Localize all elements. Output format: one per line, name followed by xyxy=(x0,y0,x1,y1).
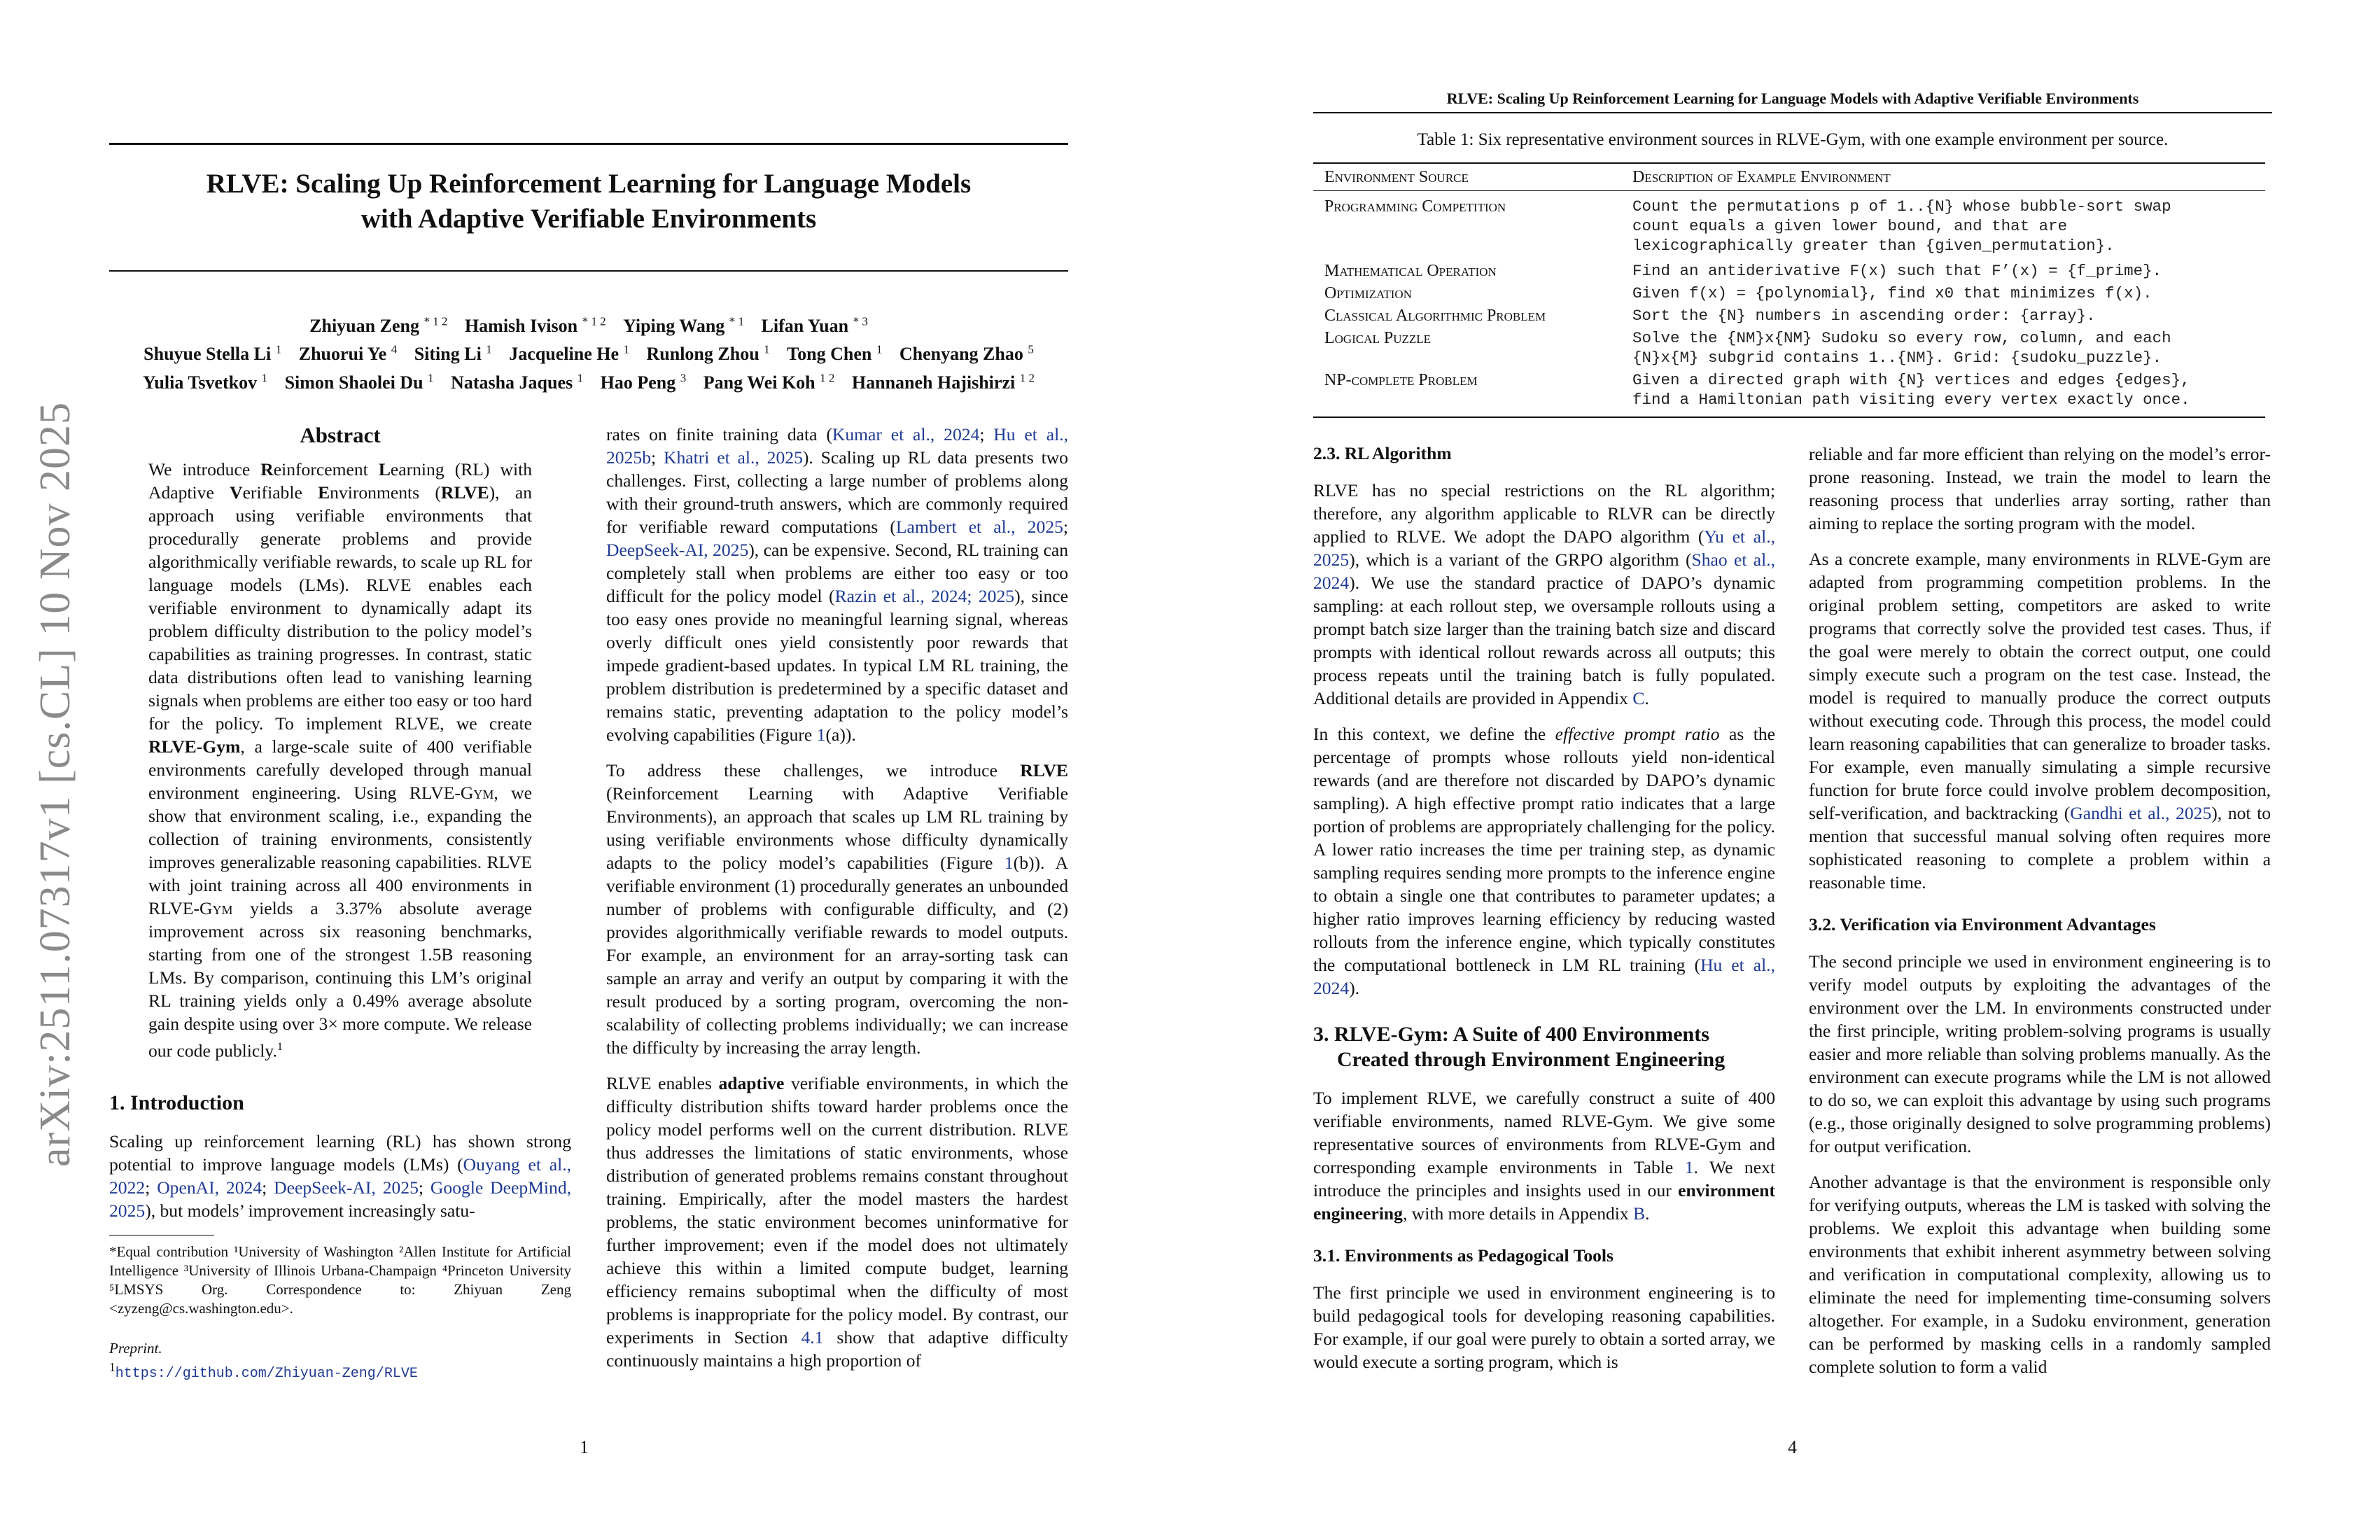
body-paragraph: The first principle we used in environment engineering is to build pedagogical tools for developing reasoning capabilities. For example, if our goal were purely to obtain a sorted array, we would execute a sorting program, which is xyxy=(1313,1282,1775,1372)
section-3-heading: 3. RLVE-Gym: A Suite of 400 Environments Created through Environment Engineering xyxy=(1313,1023,1726,1071)
section-ref-link[interactable]: 4.1 xyxy=(801,1327,824,1348)
citation-link[interactable]: DeepSeek-AI, 2025 xyxy=(606,540,749,560)
table-cell-description: Count the permutations p of 1..{N} whose bubble-sort swap count equals a given lower bound, and that are lexicographically greater than {given_permutation}. xyxy=(1632,197,2171,255)
table-row xyxy=(1313,306,2265,328)
section-2-3-heading: 2.3. RL Algorithm xyxy=(1313,443,1452,463)
body-paragraph: RLVE enables adaptive verifiable environments, in which the difficulty distribution shifts toward harder problems once the policy model performs well on the current distribution. RLVE thus addresses the limitations of static environments, whose distribution of generated problems remains constant throughout training. Empirically, after the model masters the hardest problems, the static environment becomes uninformative for further improvement; even if the model does not ultimately achieve this within a limited compute budget, learning efficiency remains suboptimal when the difficulty of most problems is inappropriate for the policy model. By contrast, our experiments in Section 4.1 show that adaptive difficulty continuously maintains a high proportion of xyxy=(606,1073,1068,1371)
author: Siting Li $^1$ xyxy=(414,342,492,365)
citation-link[interactable]: Ouyang et al., 2022 xyxy=(109,1154,571,1198)
body-paragraph: In this context, we define the effective prompt ratio as the percentage of prompts whose rollouts yield non-identical rewards (and are therefore not discarded by DAPO’s dynamic sampling). A high effective prompt ratio indicates that a large portion of problems are appropriately challenging for the policy. A lower ratio increases the time per training step, as dynamic sampling requires sending more prompts to the inference engine to obtain a single one that contributes to parameter updates; a higher ratio improves learning efficiency by reducing wasted rollouts from the inference engine, which typically constitutes the computational bottleneck in LM RL training (Hu et al., 2024). xyxy=(1313,724,1775,998)
title-line: RLVE: Scaling Up Reinforcement Learning for Language Models xyxy=(206,169,972,199)
table-row xyxy=(1313,370,2265,417)
table-cell-source: Classical Algorithmic Problem xyxy=(1324,307,1546,325)
author: Pang Wei Koh $^{1 2}$ xyxy=(703,371,835,393)
page4-left-column xyxy=(1313,442,1775,1386)
citation-link[interactable]: Razin et al., 2024; 2025 xyxy=(834,586,1015,606)
environment-table xyxy=(1313,162,2265,418)
body-paragraph: To implement RLVE, we carefully construct a suite of 400 verifiable environments, named RLVE-Gym. We give some representative sources of environments from RLVE-Gym and corresponding example environments in Table 1. We next introduce the principles and insights used in our environment engineering, with more details in Appendix B. xyxy=(1313,1088,1775,1224)
appendix-ref-link[interactable]: B xyxy=(1633,1203,1646,1224)
running-head-rule xyxy=(1313,112,2272,113)
author: Jacqueline He $^1$ xyxy=(509,342,630,365)
table-cell-source: Mathematical Operation xyxy=(1324,262,1497,280)
title-top-rule xyxy=(109,143,1068,145)
author: Lifan Yuan $^{* 3}$ xyxy=(761,314,868,336)
table-cell-description: Given f(x) = {polynomial}, find x0 that minimizes f(x). xyxy=(1632,284,2152,302)
table-cell-description: Find an antiderivative F(x) such that F’(x) = {f_prime}. xyxy=(1632,262,2162,280)
section-3-1-heading: 3.1. Environments as Pedagogical Tools xyxy=(1313,1245,1614,1266)
citation-link[interactable]: Shao et al., 2024 xyxy=(1313,550,1775,593)
page-number: 1 xyxy=(580,1437,589,1457)
section-3-2-heading: 3.2. Verification via Environment Advantages xyxy=(1809,914,2156,934)
table-header: Environment Source xyxy=(1313,163,1621,191)
table-row xyxy=(1313,258,2265,284)
table-row xyxy=(1313,284,2265,306)
table-cell-source: Programming Competition xyxy=(1324,197,1506,216)
author: Hao Peng $^3$ xyxy=(600,371,687,393)
abstract-text: We introduce Reinforcement Learning (RL) with Adaptive Verifiable Environments (RLVE), an approach using verifiable environments that procedurally generate problems and provide algorithmically verifiable rewards, to scale up RL for language models (LMs). RLVE enables each verifiable environment to dynamically adapt its problem difficulty distribution to the policy model’s capabilities as training progresses. In contrast, static data distributions often lead to vanishing learning signals when problems are either too easy or too hard for the policy. To implement RLVE, we create RLVE-Gym, a large-scale suite of 400 verifiable environments carefully developed through manual environment engineering. Using RLVE-Gym, we show that environment scaling, i.e., expanding the collection of training environments, consistently improves generalizable reasoning capabilities. RLVE with joint training across all 400 environments in RLVE-Gym yields a 3.37% absolute average improvement across six reasoning benchmarks, starting from one of the strongest 1.5B reasoning LMs. By comparison, continuing this LM’s original RL training yields only a 0.49% average absolute gain despite using over 3× more compute. We release our code publicly.$^1$ xyxy=(148,459,533,1061)
table-cell-source: Optimization xyxy=(1324,284,1412,302)
right-column xyxy=(606,423,1068,1385)
footnote-rule xyxy=(109,1235,214,1236)
arxiv-identifier: arXiv:2511.07317v1 [cs.CL] 10 Nov 2025 xyxy=(31,401,80,1167)
citation-link[interactable]: Yu et al., 2025 xyxy=(1313,526,1775,570)
citation-link[interactable]: Khatri et al., 2025 xyxy=(663,447,803,468)
body-paragraph: Another advantage is that the environment is responsible only for verifying outputs, whereas the LM is tasked with solving the problems. We exploit this advantage when building some environments that exhibit inherent asymmetry between solving and verification in computational complexity, allowing us to eliminate the need for implementing time-consuming solvers altogether. For example, in a Sudoku environment, generation can be performed by masking cells in a randomly sampled complete solution to form a valid xyxy=(1809,1172,2271,1377)
body-paragraph: reliable and far more efficient than relying on the model’s error-prone reasoning. Instead, we train the model to learn the reasoning process that underlies array sorting, rather than aiming to replace the sorting program with the model. xyxy=(1809,444,2271,533)
author: Zhuorui Ye $^4$ xyxy=(298,342,398,365)
table-row xyxy=(1313,328,2265,370)
citation-link[interactable]: Hu et al., 2024 xyxy=(1313,955,1775,998)
table-cell-description: Given a directed graph with {N} vertices and edges {edges}, find a Hamiltonian path visiting every vertex exactly once. xyxy=(1621,370,2265,417)
table-cell-source: Logical Puzzle xyxy=(1324,329,1432,347)
author: Yiping Wang $^{* 1}$ xyxy=(623,314,745,336)
abstract-heading: Abstract xyxy=(300,423,381,447)
author: Runlong Zhou $^1$ xyxy=(646,342,770,365)
paper-title xyxy=(109,167,1068,237)
author: Zhiyuan Zeng $^{* 1 2}$ xyxy=(309,314,448,336)
author: Tong Chen $^1$ xyxy=(787,342,883,365)
citation-link[interactable]: Kumar et al., 2024 xyxy=(832,424,980,444)
body-paragraph: The second principle we used in environment engineering is to verify model outputs by exploiting the advantages of the environment over the LM. In environments constructed under the first principle, writing problem-solving programs is usually easier and more reliable than solving problems manually. As the environment can execute programs while the LM is not allowed to do so, we can exploit this advantage by using such programs (e.g., those originally designed to solve programming problems) for output verification. xyxy=(1809,951,2271,1156)
author: Hannaneh Hajishirzi $^{1 2}$ xyxy=(851,371,1035,393)
left-column xyxy=(109,423,571,1383)
table-caption: Table 1: Six representative environment sources in RLVE-Gym, with one example environment per source. xyxy=(1417,130,2169,149)
body-paragraph: As a concrete example, many environments in RLVE-Gym are adapted from programming competition problems. In the original problem setting, competitors are asked to write programs that correctly solve the provided test cases. Thus, if the goal were merely to obtain the correct output, one could simply execute such a program on the test case. Instead, the model is required to manually produce the correct outputs without executing code. Through this process, the model could learn reasoning capabilities that can generalize to broader tasks. For example, even manually simulating a simple recursive function for brute force could involve problem decomposition, self-verification, and backtracking (Gandhi et al., 2025), not to mention that successful manual solving often requires more sophisticated reasoning to complete a problem within a reasonable time. xyxy=(1809,549,2271,892)
table-header: Description of Example Environment xyxy=(1621,163,2265,191)
running-head: RLVE: Scaling Up Reinforcement Learning for Language Models with Adaptive Verifiable Environments xyxy=(1446,90,2139,107)
citation-link[interactable]: DeepSeek-AI, 2025 xyxy=(274,1177,419,1198)
table-ref-link[interactable]: 1 xyxy=(1684,1157,1694,1177)
figure-ref-link[interactable]: 1 xyxy=(1004,853,1014,873)
citation-link[interactable]: Hu et al., 2025b xyxy=(606,424,1068,468)
figure-ref-link[interactable]: 1 xyxy=(816,724,826,745)
title-line: with Adaptive Verifiable Environments xyxy=(360,204,817,234)
code-url-link[interactable]: https://github.com/Zhiyuan-Zeng/RLVE xyxy=(115,1365,418,1382)
body-paragraph: To address these challenges, we introduce RLVE (Reinforcement Learning with Adaptive Verifiable Environments), an approach that scales up LM RL training by using verifiable environments whose difficulty dynamically adapts to the policy model’s capabilities (Figure 1(b)). A verifiable environment (1) procedurally generates an unbounded number of problems with configurable difficulty, and (2) provides algorithmically verifiable rewards to model outputs. For example, an environment for an array-sorting task can sample an array and verify an output by comparing it with the result produced by a sorting program, overcoming the non-scalability of collecting problems individually; we can increase the difficulty by increasing the array length. xyxy=(606,760,1068,1058)
appendix-ref-link[interactable]: C xyxy=(1632,688,1645,708)
introduction-text: Scaling up reinforcement learning (RL) has shown strong potential to improve language models (LMs) (Ouyang et al., 2022; OpenAI, 2024; DeepSeek-AI, 2025; Google DeepMind, 2025), but models’ improvement increasingly satu- xyxy=(109,1130,572,1221)
table-cell-source: NP-complete Problem xyxy=(1313,370,1621,417)
citation-link[interactable]: Gandhi et al., 2025 xyxy=(2070,803,2212,823)
citation-link[interactable]: Google DeepMind, 2025 xyxy=(109,1177,572,1221)
table-row xyxy=(1313,191,2265,259)
author: Yulia Tsvetkov $^1$ xyxy=(143,371,268,393)
body-paragraph: RLVE has no special restrictions on the RL algorithm; therefore, any algorithm applicable to RLVR can be directly applied to RLVE. We adopt the DAPO algorithm (Yu et al., 2025), which is a variant of the GRPO algorithm (Shao et al., 2024). We use the standard practice of DAPO’s dynamic sampling: at each rollout step, we oversample rollouts using a prompt batch size larger than the training batch size and discard prompts with identical rollout rewards across all outputs; this process repeats until the training batch is fully populated. Additional details are provided in Appendix C. xyxy=(1313,480,1775,708)
table-cell-description: Sort the {N} numbers in ascending order: {array}. xyxy=(1632,307,2096,325)
introduction-heading: 1. Introduction xyxy=(109,1091,244,1114)
page-number: 4 xyxy=(1788,1437,1797,1457)
body-paragraph: rates on finite training data (Kumar et al., 2024; Hu et al., 2025b; Khatri et al., 2025). Scaling up RL data presents two challenges. First, collecting a large number of problems along with their ground-truth answers, which are commonly required for verifiable reward computations (Lambert et al., 2025; DeepSeek-AI, 2025), can be expensive. Second, RL training can completely stall when problems are either too easy or too difficult for the policy model (Razin et al., 2024; 2025), since too easy ones provide no meaningful learning signal, whereas overly difficult ones yield consistently poor rewards that impede gradient-based updates. In typical LM RL training, the problem distribution is predetermined by a specific dataset and remains static, preventing adaptation to the policy model’s evolving capabilities (Figure 1(a)). xyxy=(606,424,1069,745)
author: Shuyue Stella Li $^1$ xyxy=(144,342,282,365)
author-list xyxy=(109,309,1068,395)
citation-link[interactable]: Lambert et al., 2025 xyxy=(895,517,1063,537)
table-cell-description: Solve the {NM}x{NM} Sudoku so every row, column, and each {N}x{M} subgrid contains 1..{NM}. Grid: {sudoku_puzzle}. xyxy=(1632,329,2171,367)
author: Hamish Ivison $^{* 1 2}$ xyxy=(464,314,606,336)
author: Natasha Jaques $^1$ xyxy=(451,371,584,393)
author: Simon Shaolei Du $^1$ xyxy=(284,371,434,393)
citation-link[interactable]: OpenAI, 2024 xyxy=(157,1177,262,1198)
page4-right-column xyxy=(1809,442,2271,1391)
preprint-label: Preprint. xyxy=(109,1339,162,1357)
author: Chenyang Zhao $^5$ xyxy=(899,342,1034,365)
code-url-footnote: $^1$https://github.com/Zhiyuan-Zeng/RLVE xyxy=(109,1359,418,1382)
title-bottom-rule xyxy=(109,270,1068,272)
affiliation-footnote: *Equal contribution ¹University of Washington ²Allen Institute for Artificial Intelligence ³University of Illinois Urbana-Champaign ⁴Princeton University ⁵LMSYS Org. Correspondence to: Zhiyuan Zeng <zyzeng@cs.washington.edu>. xyxy=(109,1242,571,1317)
arxiv-stamp xyxy=(28,401,84,1167)
